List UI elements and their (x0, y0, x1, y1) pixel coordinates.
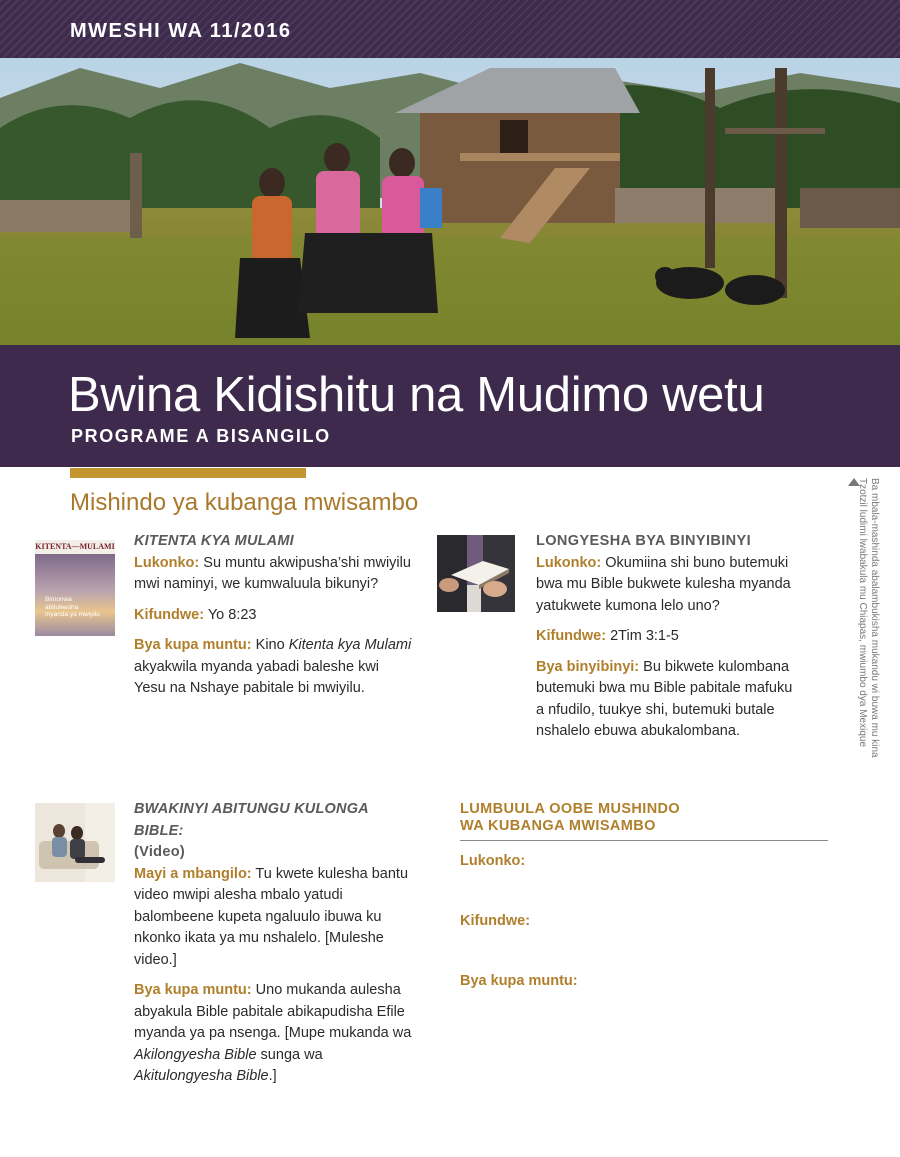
page-subtitle: PROGRAME A BISANGILO (71, 426, 331, 446)
offer-text-1: Uno mukanda aulesha abyakula Bible pabitale abikapudisha Efile myanda ya pa nsenga. [Mupe mukanda wa (134, 982, 412, 1041)
custom-presentation-heading (460, 801, 828, 841)
custom-offer-field[interactable]: Bya kupa muntu: (460, 973, 578, 989)
watchtower-magazine-thumbnail (35, 540, 115, 636)
presentation-watchtower (134, 531, 414, 709)
scripture-label: Kifundwe: (536, 628, 607, 644)
intro-label: Mayi a mbangilo: (134, 865, 252, 882)
offer-text-1: Kino (251, 637, 289, 653)
presentation-video (134, 799, 416, 1097)
question-paragraph (536, 553, 798, 618)
offer-publication-title-1: Akilongyesha Bible (134, 1046, 257, 1063)
question-label: Lukonko: (134, 554, 200, 571)
top-bar (0, 0, 900, 58)
offer-text-2: sunga wa (256, 1046, 323, 1063)
truth-label: Bya binyibinyi: (536, 658, 640, 675)
scripture-paragraph (134, 605, 414, 627)
hero-photo (0, 58, 900, 345)
offer-label: Bya kupa muntu: (134, 982, 252, 998)
photo-caption-line-1: Ba mbala-mashinda abalambukisha mukandu wi buwa mu kina (869, 478, 880, 758)
presentation-teach-truth (536, 531, 798, 752)
question-label: Lukonko: (536, 554, 602, 571)
scripture-paragraph (536, 626, 798, 648)
presentation-heading: BWAKINYI ABITUNGU KULONGA BIBLE: (134, 801, 369, 839)
video-thumbnail-illustration (35, 803, 115, 882)
title-band (0, 345, 900, 467)
offer-publication-title: Kitenta kya Mulami (288, 637, 412, 653)
offer-text-3: .] (268, 1068, 277, 1084)
section-heading: Mishindo ya kubanga mwisambo (70, 489, 419, 516)
hero-photo-illustration (0, 58, 900, 345)
offer-paragraph (134, 635, 414, 700)
magazine-cover-art (35, 554, 115, 636)
offer-publication-title-2: Akitulongyesha Bible (134, 1068, 269, 1084)
presentation-subheading: (Video) (134, 844, 185, 860)
offer-paragraph (134, 980, 416, 1088)
presentation-heading: LONGYESHA BYA BINYIBINYI (536, 533, 752, 549)
video-thumbnail (35, 803, 115, 882)
page-title: Bwina Kidishitu na Mudimo wetu (68, 368, 765, 422)
intro-paragraph (134, 864, 416, 972)
bible-hands-illustration (437, 535, 515, 612)
truth-text: Bu bikwete kulombana butemuki bwa mu Bible pabitale mafuku a nfudilo, tuukye shi, butemuki butale nshalelo ebuwa abukalombana. (536, 658, 793, 739)
photo-caption (840, 478, 880, 778)
custom-question-field[interactable]: Lukonko: (460, 853, 526, 869)
scripture-text: 2Tim 3:1-5 (606, 628, 679, 644)
custom-heading-line-2: WA KUBANGA MWISAMBO (460, 818, 656, 834)
question-text: Su muntu akwipusha’shi mwiyilu mwi naminyi, we kumwaluula bikunyi? (134, 554, 411, 592)
scripture-label: Kifundwe: (134, 606, 205, 623)
question-text: Okumiina shi buno butemuki bwa mu Bible bukwete kulesha myanda yatukwete kumona lelo uno? (536, 554, 791, 614)
photo-caption-line-2: Tzotzil ludimi lwabakula mu Chiapas, mwiumbo dya Mexique (857, 478, 868, 747)
bible-hands-photo (437, 535, 515, 612)
magazine-cover-caption: Bimonwa abituleesha myanda ya mwiyilu (45, 596, 100, 618)
truth-paragraph (536, 657, 798, 743)
custom-scripture-field[interactable]: Kifundwe: (460, 913, 531, 929)
offer-label: Bya kupa muntu: (134, 637, 252, 653)
scripture-text: Yo 8:23 (204, 606, 257, 623)
presentation-heading: KITENTA KYA MULAMI (134, 533, 294, 549)
magazine-masthead: KITENTA—MULAMI (35, 542, 115, 551)
intro-text: Tu kwete kulesha bantu video mwipi alesha mbalo yatudi balombeene kupeta ngaluulo ibuwa ku nkonko ikata ya mu nshalelo. [Muleshe video.] (134, 865, 409, 968)
issue-month: MWESHI WA 11/2016 (70, 20, 292, 42)
question-paragraph (134, 553, 414, 596)
accent-bar (70, 468, 306, 478)
offer-text-2: akyakwila myanda yabadi baleshe kwi Yesu na Nshaye pabitale bi mwiyilu. (134, 658, 380, 696)
custom-heading-line-1: LUMBUULA OOBE MUSHINDO (460, 801, 681, 817)
